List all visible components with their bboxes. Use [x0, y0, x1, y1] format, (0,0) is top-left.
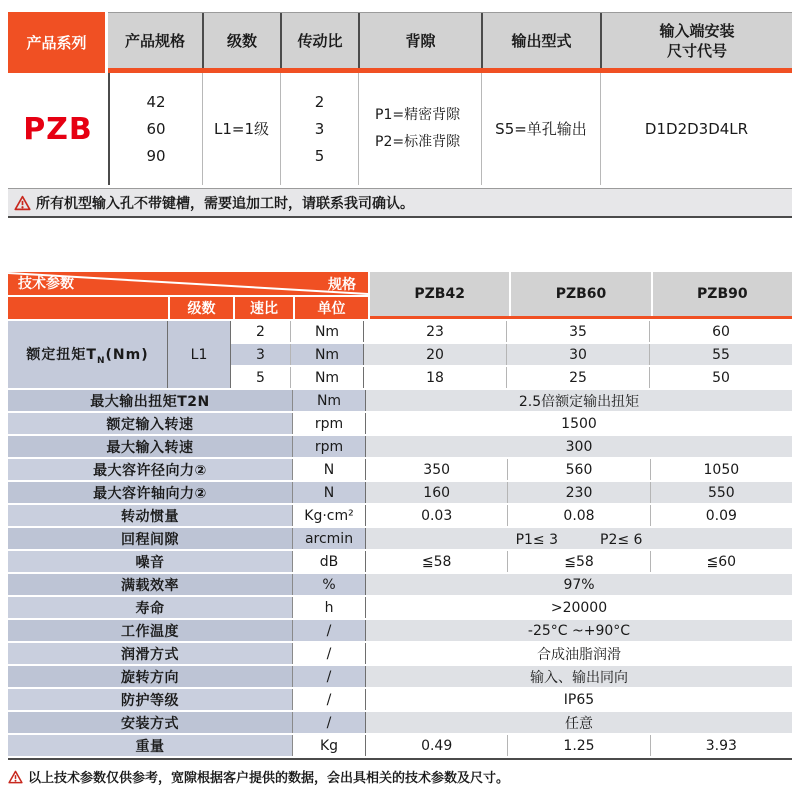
table-row [8, 482, 792, 503]
input-mount-value: D1D2D3D4LR [644, 119, 749, 138]
value-pzb90: 550 [650, 482, 792, 503]
param-label: 满载效率 [8, 574, 293, 595]
spec-value: 90 [146, 146, 166, 165]
ratio-cell: 2 [231, 321, 291, 342]
header-series: 产品系列 [8, 12, 105, 73]
output-type-value: S5=单孔输出 [495, 119, 587, 138]
merged-value: IP65 [366, 689, 792, 710]
value-pzb42: 20 [364, 344, 506, 365]
table-row [8, 574, 792, 595]
spec-cell [108, 73, 202, 185]
table-row [8, 390, 792, 411]
ratio-cell [280, 73, 358, 185]
unit-cell: Kg·cm² [293, 505, 366, 526]
unit-cell: / [293, 666, 366, 687]
param-label: 寿命 [8, 597, 293, 618]
param-label: 最大输入转速 [8, 436, 293, 457]
unit-cell: Nm [293, 390, 366, 411]
value-pzb42: 0.49 [366, 735, 507, 756]
ratio-value: 3 [314, 119, 325, 138]
subheader-ratio: 速比 [235, 297, 293, 319]
param-label: 防护等级 [8, 689, 293, 710]
header-backlash: 背隙 [358, 13, 481, 68]
table-row [8, 735, 792, 756]
param-label: 噪音 [8, 551, 293, 572]
subheader-stage: 级数 [170, 297, 233, 319]
unit-cell: % [293, 574, 366, 595]
value-pzb60: 230 [507, 482, 649, 503]
corner-cell [8, 272, 368, 295]
warning-icon [14, 195, 31, 211]
output-type-cell [481, 73, 600, 185]
table-row [231, 321, 792, 342]
merged-value: 97% [366, 574, 792, 595]
table-row [8, 528, 792, 549]
unit-cell: Nm [291, 344, 364, 365]
unit-cell: / [293, 689, 366, 710]
value-pzb90: 50 [649, 367, 792, 388]
unit-cell: Kg [293, 735, 366, 756]
merged-value: 任意 [366, 712, 792, 733]
value-pzb90: ≦60 [650, 551, 792, 572]
unit-cell: dB [293, 551, 366, 572]
footnote-text: 以上技术参数仅供参考，宽隙根据客户提供的数据，会出具相关的技术参数及尺寸。 [28, 771, 510, 786]
param-label: 额定输入转速 [8, 413, 293, 434]
value-pzb90: 60 [649, 321, 792, 342]
param-label: 工作温度 [8, 620, 293, 641]
value-pzb60: 35 [506, 321, 649, 342]
table-row [8, 597, 792, 618]
unit-cell: / [293, 620, 366, 641]
table-row [8, 413, 792, 434]
header-ratio: 传动比 [280, 13, 358, 68]
value-pzb42: 18 [364, 367, 506, 388]
unit-cell: rpm [293, 413, 366, 434]
param-label: 重量 [8, 735, 293, 756]
unit-cell: / [293, 643, 366, 664]
param-label: 安装方式 [8, 712, 293, 733]
param-label: 旋转方向 [8, 666, 293, 687]
merged-value: 1500 [366, 413, 792, 434]
param-label: 最大容许径向力② [8, 459, 293, 480]
param-label: 回程间隙 [8, 528, 293, 549]
value-pzb60: 25 [506, 367, 649, 388]
subheader-spacer [8, 297, 168, 319]
merged-value: 输入、输出同向 [366, 666, 792, 687]
series-name: PZB [23, 111, 93, 147]
table-row [8, 436, 792, 457]
table-row [231, 367, 792, 388]
table-row [8, 689, 792, 710]
merged-value: P1≤ 3 P2≤ 6 [366, 528, 792, 549]
param-label: 最大输出扭矩T2N [8, 390, 293, 411]
model-header-pzb60: PZB60 [511, 272, 650, 316]
ratio-cell: 3 [231, 344, 291, 365]
table-row [8, 459, 792, 480]
table-row [231, 344, 792, 365]
value-pzb60: 0.08 [507, 505, 649, 526]
header-input-mount-line1: 输入端安装 [659, 21, 735, 40]
series-cell [8, 73, 108, 185]
merged-value: 2.5倍额定输出扭矩 [366, 390, 792, 411]
unit-cell: N [293, 482, 366, 503]
unit-cell: Nm [291, 367, 364, 388]
value-pzb42: ≦58 [366, 551, 507, 572]
product-table-header [8, 12, 792, 73]
model-header-pzb42: PZB42 [370, 272, 509, 316]
unit-cell: N [293, 459, 366, 480]
merged-value: >20000 [366, 597, 792, 618]
table-row [8, 620, 792, 641]
notice-bar [8, 188, 792, 218]
tech-header-left [8, 272, 368, 319]
unit-cell: rpm [293, 436, 366, 457]
table-row [8, 551, 792, 572]
value-pzb90: 1050 [650, 459, 792, 480]
torque-group [8, 321, 792, 388]
value-pzb60: 30 [506, 344, 649, 365]
tech-subheader-row [8, 297, 368, 319]
product-table-body [8, 73, 792, 185]
value-pzb42: 0.03 [366, 505, 507, 526]
ratio-value: 5 [314, 146, 325, 165]
torque-group-stage: L1 [168, 321, 231, 388]
merged-value: 300 [366, 436, 792, 457]
ratio-value: 2 [314, 92, 325, 111]
ratio-cell: 5 [231, 367, 291, 388]
spec-value: 60 [146, 119, 166, 138]
header-spec: 产品规格 [108, 13, 202, 68]
value-pzb60: ≦58 [507, 551, 649, 572]
value-pzb42: 23 [364, 321, 506, 342]
header-output-type: 输出型式 [481, 13, 600, 68]
header-gray-cells [108, 12, 792, 73]
tech-table-header [8, 272, 792, 319]
stages-cell [202, 73, 280, 185]
corner-label-spec: 规格 [328, 277, 356, 293]
table-row [8, 643, 792, 664]
table-row [8, 666, 792, 687]
footnote [8, 767, 509, 786]
stages-value: L1=1级 [213, 119, 269, 138]
torque-group-rows [231, 321, 792, 388]
value-pzb90: 0.09 [650, 505, 792, 526]
tech-table [8, 272, 792, 760]
param-label: 转动惯量 [8, 505, 293, 526]
subheader-unit: 单位 [295, 297, 368, 319]
unit-cell: Nm [291, 321, 364, 342]
value-pzb42: 160 [366, 482, 507, 503]
header-input-mount [600, 13, 792, 68]
table-row [8, 505, 792, 526]
backlash-value: P1=精密背隙 [375, 107, 461, 123]
param-label: 最大容许轴向力② [8, 482, 293, 503]
unit-cell: / [293, 712, 366, 733]
model-header-group [370, 272, 792, 319]
backlash-cell [358, 73, 481, 185]
backlash-value: P2=标准背隙 [375, 134, 461, 150]
merged-value: -25°C ~+90°C [366, 620, 792, 641]
corner-label-params: 技术参数 [18, 276, 74, 292]
torque-group-label: 额定扭矩$T_N(Nm)$ [8, 321, 168, 388]
value-pzb90: 3.93 [650, 735, 792, 756]
product-table [8, 12, 792, 218]
warning-icon [8, 770, 23, 784]
spec-value: 42 [146, 92, 166, 111]
header-stages: 级数 [202, 13, 280, 68]
value-pzb90: 55 [649, 344, 792, 365]
model-header-pzb90: PZB90 [653, 272, 792, 316]
notice-text: 所有机型输入孔不带键槽，需要追加工时，请联系我司确认。 [36, 195, 414, 212]
table-row [8, 712, 792, 733]
unit-cell: arcmin [293, 528, 366, 549]
input-mount-cell [600, 73, 792, 185]
header-input-mount-line2: 尺寸代号 [666, 41, 727, 60]
param-label: 润滑方式 [8, 643, 293, 664]
value-pzb60: 560 [507, 459, 649, 480]
merged-value: 合成油脂润滑 [366, 643, 792, 664]
table-bottom-border [8, 758, 792, 760]
value-pzb60: 1.25 [507, 735, 649, 756]
unit-cell: h [293, 597, 366, 618]
value-pzb42: 350 [366, 459, 507, 480]
